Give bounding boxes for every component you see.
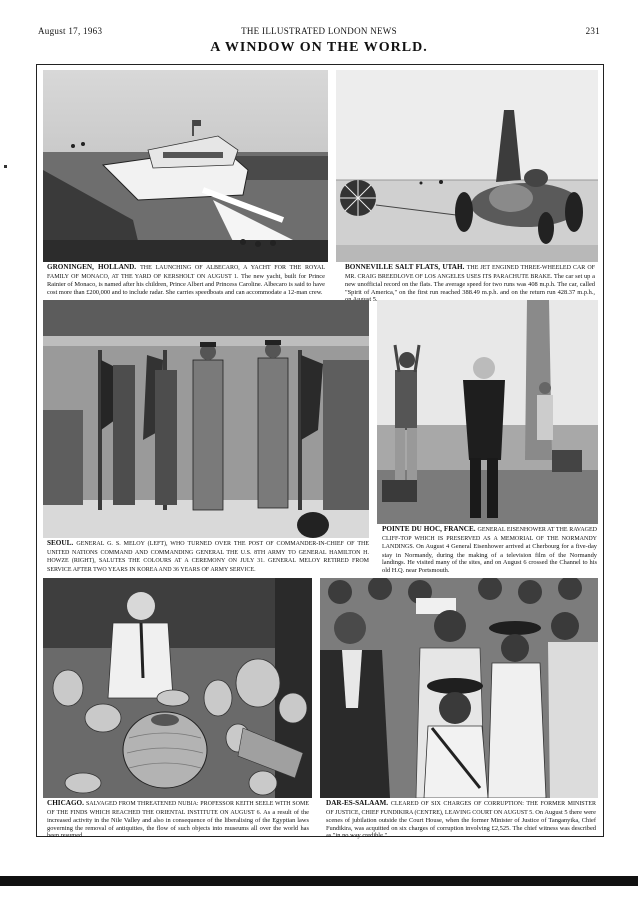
scan-edge-mark [4,165,7,168]
caption-dar-place: DAR-ES-SALAAM. [326,799,391,807]
dar-photo-illustration [320,578,598,798]
caption-groningen-head: THE LAUNCHING OF ALBECARO, A YACHT FOR THE ROYAL FAMILY OF MONACO, AT THE YARD OF KERSHOLT ON AUGUST 1. [47,265,325,280]
caption-seoul-head: GENERAL G. S. MELOY (LEFT), WHO TURNED OVER THE POST OF COMMANDER-IN-CHIEF OF THE UNITED NATIONS COMMAND AND COMMANDING GENERAL THE U.S. 8TH ARMY TO GENERAL HAMILTON H. HOWZE (RIGHT), SALUTES THE COLOURS AT A CEREMONY ON JULY 31. GENERAL MELOY RETIRED FROM SERVICE AFTER TWO YEARS IN KOREA AND 36 YEARS OF ARMY SERVICE. [47,541,369,573]
scan-bottom-bar [0,876,638,886]
caption-chicago-head: SALVAGED FROM THREATENED NUBIA: PROFESSOR KEITH SEELE WITH SOME OF THE FINDS WHICH REACHED THE ORIENTAL INSTITUTE ON AUGUST 6. [47,801,309,816]
caption-groningen-place: GRONINGEN, HOLLAND. [47,263,141,271]
caption-pointe-head: GENERAL EISENHOWER AT THE RAVAGED CLIFF-TOP WHICH IS PRESERVED AS A MEMORIAL OF THE NORMANDY LANDINGS. [382,527,597,551]
caption-dar-body: On August 5 there were scenes of jubilation outside the Court House, when the former Minister of Justice of Tanganyika, Chief Fundikira, was acquitted on six charges of corruption involving £2,525. The chief witness was described as "in no way credible." [326,808,597,840]
yacht-photo-illustration [43,70,328,262]
caption-groningen-body: The new yacht, built for Prince Rainier of Monaco, is named after his children, Prince Albert and Princess Caroline. Albecaro is said to have cost more than £200,000 and to include radar. She carries speedboats and can accommodate a 12-man crew. [47,272,325,296]
photo-dar-es-salaam [320,578,598,798]
caption-bonneville-body: The car set up a new unofficial record on the flats. The average speed for two runs was 408 m.p.h. The car, called "Spirit of America," on the first run reached 388.49 m.p.h. and on the return run 428.37 m.p.h., 5. [345,272,595,304]
header-publication: THE ILLUSTRATED LONDON NEWS [241,26,397,36]
caption-bonneville-place: BONNEVILLE SALT FLATS, UTAH. [345,263,467,271]
caption-dar [326,800,596,840]
photo-groningen-yacht [43,70,328,262]
caption-groningen [47,264,325,296]
caption-bonneville [345,264,595,304]
caption-pointe-place: POINTE DU HOC, FRANCE. [382,525,478,533]
caption-bonneville-head: THE JET ENGINED THREE-WHEELED CAR OF MR. CRAIG BREEDLOVE OF LOS ANGELES USES ITS PARACHUTE BRAKE. [345,265,595,280]
caption-pointe [382,526,597,575]
jetcar-photo-illustration [336,70,598,262]
caption-seoul [47,540,369,574]
caption-chicago-body: As a result of the increased activity in the Nile Valley and also in consequence of the liberalising of the Egyptian laws governing the removal of antiquities, the flow of such objects into museums all over the world has been resumed. [47,808,309,840]
header-page-number: 231 [585,26,600,36]
chicago-photo-illustration [43,578,312,798]
photo-seoul-ceremony [43,300,369,538]
photo-pointe-du-hoc [377,300,598,524]
photo-chicago-antiquities [43,578,312,798]
pointe-photo-illustration [377,300,598,524]
caption-dar-head: CLEARED OF SIX CHARGES OF CORRUPTION: THE FORMER MINISTER OF JUSTICE, CHIEF FUNDIKIRA (CENTRE), LEAVING COURT ON AUGUST 5. [326,801,596,816]
caption-chicago-place: CHICAGO. [47,799,86,807]
page-header [38,26,600,40]
page-title: A WINDOW ON THE WORLD. [210,40,428,55]
caption-seoul-place: SEOUL. [47,539,77,547]
caption-pointe-body: On August 4 General Eisenhower arrived at Cherbourg for a five-day stay in Normandy, during the making of a television film of the Normandy landings. He visited many of the sites, and on August 6 crossed the Channel to his old H.Q. near Portsmouth. [382,543,597,574]
photo-bonneville-jetcar [336,70,598,262]
caption-chicago [47,800,309,840]
header-date: August 17, 1963 [38,26,103,36]
seoul-photo-illustration [43,300,369,538]
